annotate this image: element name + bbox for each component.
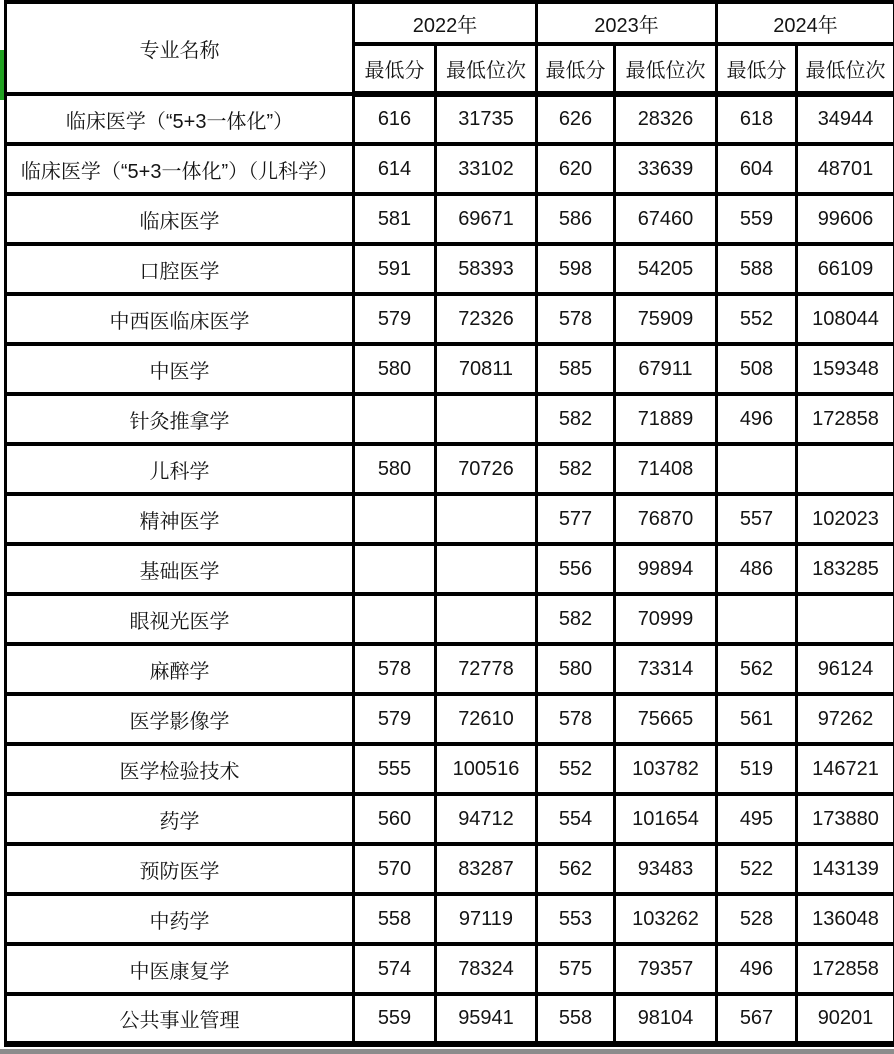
min-rank-2023-cell: 75909 xyxy=(615,294,717,344)
min-rank-2024-cell: 66109 xyxy=(797,244,894,294)
min-rank-2024-cell: 96124 xyxy=(797,644,894,694)
min-rank-2022-cell: 97119 xyxy=(436,894,537,944)
min-rank-2022-cell xyxy=(436,394,537,444)
min-rank-2023-cell: 67460 xyxy=(615,194,717,244)
min-score-2024-cell: 496 xyxy=(717,394,797,444)
table-row xyxy=(6,244,894,294)
table-row xyxy=(6,644,894,694)
min-rank-2023-cell: 76870 xyxy=(615,494,717,544)
min-score-2023-cell: 554 xyxy=(537,794,615,844)
min-rank-2023-cell: 99894 xyxy=(615,544,717,594)
min-score-2023-cell: 578 xyxy=(537,294,615,344)
min-rank-2024-cell: 34944 xyxy=(797,94,894,144)
table-row xyxy=(6,594,894,644)
min-score-2023-cell: 553 xyxy=(537,894,615,944)
min-rank-2022-cell: 72610 xyxy=(436,694,537,744)
min-score-2024-cell: 562 xyxy=(717,644,797,694)
header-min-rank-2024: 最低位次 xyxy=(797,44,894,94)
table-row xyxy=(6,394,894,444)
min-rank-2022-cell: 70726 xyxy=(436,444,537,494)
min-rank-2022-cell: 72778 xyxy=(436,644,537,694)
min-score-2022-cell: 578 xyxy=(354,644,436,694)
min-score-2023-cell: 580 xyxy=(537,644,615,694)
header-min-score-2023: 最低分 xyxy=(537,44,615,94)
min-score-2023-cell: 582 xyxy=(537,594,615,644)
table-row xyxy=(6,94,894,144)
min-score-2024-cell: 522 xyxy=(717,844,797,894)
min-score-2024-cell: 604 xyxy=(717,144,797,194)
min-rank-2024-cell: 172858 xyxy=(797,944,894,994)
table-row xyxy=(6,694,894,744)
min-rank-2024-cell: 99606 xyxy=(797,194,894,244)
header-min-score-2024: 最低分 xyxy=(717,44,797,94)
major-name-cell: 中医学 xyxy=(6,344,354,394)
min-rank-2023-cell: 103262 xyxy=(615,894,717,944)
table-row xyxy=(6,294,894,344)
min-rank-2023-cell: 54205 xyxy=(615,244,717,294)
min-rank-2022-cell: 94712 xyxy=(436,794,537,844)
min-score-2022-cell: 580 xyxy=(354,344,436,394)
min-score-2023-cell: 582 xyxy=(537,394,615,444)
min-rank-2022-cell xyxy=(436,494,537,544)
min-score-2022-cell: 614 xyxy=(354,144,436,194)
min-rank-2024-cell xyxy=(797,444,894,494)
corner-header-major-name: 专业名称 xyxy=(6,2,354,94)
major-name-cell: 医学影像学 xyxy=(6,694,354,744)
min-rank-2023-cell: 103782 xyxy=(615,744,717,794)
header-min-score-2022: 最低分 xyxy=(354,44,436,94)
major-name-cell: 预防医学 xyxy=(6,844,354,894)
min-score-2022-cell xyxy=(354,544,436,594)
major-name-cell: 口腔医学 xyxy=(6,244,354,294)
min-rank-2022-cell: 33102 xyxy=(436,144,537,194)
min-rank-2022-cell: 69671 xyxy=(436,194,537,244)
table-row xyxy=(6,894,894,944)
min-score-2022-cell xyxy=(354,494,436,544)
table-row xyxy=(6,544,894,594)
min-rank-2023-cell: 93483 xyxy=(615,844,717,894)
min-score-2024-cell: 561 xyxy=(717,694,797,744)
major-name-cell: 儿科学 xyxy=(6,444,354,494)
min-score-2022-cell: 579 xyxy=(354,294,436,344)
min-score-2023-cell: 626 xyxy=(537,94,615,144)
min-rank-2023-cell: 79357 xyxy=(615,944,717,994)
min-score-2022-cell: 591 xyxy=(354,244,436,294)
header-year-2023: 2023年 xyxy=(537,2,717,44)
min-rank-2022-cell: 70811 xyxy=(436,344,537,394)
min-score-2024-cell: 557 xyxy=(717,494,797,544)
major-name-cell: 公共事业管理 xyxy=(6,994,354,1044)
selection-stripe xyxy=(0,50,4,100)
min-score-2022-cell: 616 xyxy=(354,94,436,144)
min-rank-2022-cell: 72326 xyxy=(436,294,537,344)
table-row xyxy=(6,194,894,244)
min-score-2022-cell: 581 xyxy=(354,194,436,244)
min-rank-2023-cell: 71889 xyxy=(615,394,717,444)
min-rank-2023-cell: 33639 xyxy=(615,144,717,194)
header-year-2022: 2022年 xyxy=(354,2,537,44)
table-row xyxy=(6,844,894,894)
major-name-cell: 麻醉学 xyxy=(6,644,354,694)
major-name-cell: 基础医学 xyxy=(6,544,354,594)
min-score-2022-cell: 559 xyxy=(354,994,436,1044)
window-edge xyxy=(0,1049,894,1054)
min-score-2024-cell: 552 xyxy=(717,294,797,344)
major-name-cell: 临床医学（“5+3一体化”）（儿科学） xyxy=(6,144,354,194)
min-score-2024-cell: 618 xyxy=(717,94,797,144)
min-score-2023-cell: 620 xyxy=(537,144,615,194)
min-rank-2024-cell: 183285 xyxy=(797,544,894,594)
min-rank-2023-cell: 101654 xyxy=(615,794,717,844)
header-min-rank-2022: 最低位次 xyxy=(436,44,537,94)
min-rank-2024-cell xyxy=(797,594,894,644)
min-rank-2024-cell: 90201 xyxy=(797,994,894,1044)
min-rank-2023-cell: 73314 xyxy=(615,644,717,694)
major-name-cell: 药学 xyxy=(6,794,354,844)
header-year-2024: 2024年 xyxy=(717,2,894,44)
min-score-2022-cell: 580 xyxy=(354,444,436,494)
header-year-row xyxy=(6,2,894,44)
min-score-2024-cell: 519 xyxy=(717,744,797,794)
min-rank-2023-cell: 70999 xyxy=(615,594,717,644)
min-score-2023-cell: 598 xyxy=(537,244,615,294)
min-rank-2023-cell: 28326 xyxy=(615,94,717,144)
min-score-2024-cell: 496 xyxy=(717,944,797,994)
min-score-2023-cell: 585 xyxy=(537,344,615,394)
min-score-2022-cell: 555 xyxy=(354,744,436,794)
table-row xyxy=(6,944,894,994)
min-score-2023-cell: 556 xyxy=(537,544,615,594)
min-rank-2022-cell: 58393 xyxy=(436,244,537,294)
min-score-2022-cell: 570 xyxy=(354,844,436,894)
table-row xyxy=(6,744,894,794)
min-score-2024-cell: 486 xyxy=(717,544,797,594)
min-rank-2022-cell xyxy=(436,544,537,594)
min-rank-2023-cell: 98104 xyxy=(615,994,717,1044)
min-rank-2022-cell xyxy=(436,594,537,644)
major-name-cell: 中西医临床医学 xyxy=(6,294,354,344)
major-name-cell: 临床医学（“5+3一体化”） xyxy=(6,94,354,144)
min-score-2023-cell: 586 xyxy=(537,194,615,244)
min-score-2024-cell: 588 xyxy=(717,244,797,294)
table-row xyxy=(6,494,894,544)
min-rank-2022-cell: 95941 xyxy=(436,994,537,1044)
min-score-2022-cell: 558 xyxy=(354,894,436,944)
min-rank-2024-cell: 136048 xyxy=(797,894,894,944)
table-row xyxy=(6,344,894,394)
min-rank-2024-cell: 102023 xyxy=(797,494,894,544)
min-rank-2024-cell: 97262 xyxy=(797,694,894,744)
min-rank-2023-cell: 67911 xyxy=(615,344,717,394)
min-rank-2022-cell: 78324 xyxy=(436,944,537,994)
min-score-2024-cell: 567 xyxy=(717,994,797,1044)
min-score-2024-cell xyxy=(717,444,797,494)
major-name-cell: 精神医学 xyxy=(6,494,354,544)
min-score-2024-cell: 495 xyxy=(717,794,797,844)
min-score-2023-cell: 558 xyxy=(537,994,615,1044)
min-score-2023-cell: 582 xyxy=(537,444,615,494)
min-rank-2024-cell: 172858 xyxy=(797,394,894,444)
min-score-2023-cell: 562 xyxy=(537,844,615,894)
major-name-cell: 针灸推拿学 xyxy=(6,394,354,444)
min-score-2022-cell: 560 xyxy=(354,794,436,844)
major-name-cell: 临床医学 xyxy=(6,194,354,244)
major-name-cell: 医学检验技术 xyxy=(6,744,354,794)
min-score-2023-cell: 577 xyxy=(537,494,615,544)
admission-score-table xyxy=(4,0,894,1047)
min-rank-2023-cell: 75665 xyxy=(615,694,717,744)
min-rank-2022-cell: 31735 xyxy=(436,94,537,144)
table-row xyxy=(6,794,894,844)
min-score-2023-cell: 578 xyxy=(537,694,615,744)
min-rank-2024-cell: 146721 xyxy=(797,744,894,794)
min-score-2022-cell: 574 xyxy=(354,944,436,994)
min-score-2023-cell: 552 xyxy=(537,744,615,794)
major-name-cell: 中医康复学 xyxy=(6,944,354,994)
min-score-2022-cell: 579 xyxy=(354,694,436,744)
min-rank-2023-cell: 71408 xyxy=(615,444,717,494)
min-score-2024-cell: 508 xyxy=(717,344,797,394)
table-row xyxy=(6,994,894,1044)
min-score-2022-cell xyxy=(354,594,436,644)
min-rank-2024-cell: 173880 xyxy=(797,794,894,844)
min-score-2024-cell: 559 xyxy=(717,194,797,244)
table-row xyxy=(6,144,894,194)
table-row xyxy=(6,444,894,494)
major-name-cell: 眼视光医学 xyxy=(6,594,354,644)
min-rank-2024-cell: 143139 xyxy=(797,844,894,894)
min-score-2023-cell: 575 xyxy=(537,944,615,994)
min-rank-2024-cell: 108044 xyxy=(797,294,894,344)
major-name-cell: 中药学 xyxy=(6,894,354,944)
min-score-2022-cell xyxy=(354,394,436,444)
header-min-rank-2023: 最低位次 xyxy=(615,44,717,94)
min-rank-2024-cell: 48701 xyxy=(797,144,894,194)
min-rank-2024-cell: 159348 xyxy=(797,344,894,394)
min-score-2024-cell: 528 xyxy=(717,894,797,944)
min-rank-2022-cell: 100516 xyxy=(436,744,537,794)
min-rank-2022-cell: 83287 xyxy=(436,844,537,894)
min-score-2024-cell xyxy=(717,594,797,644)
